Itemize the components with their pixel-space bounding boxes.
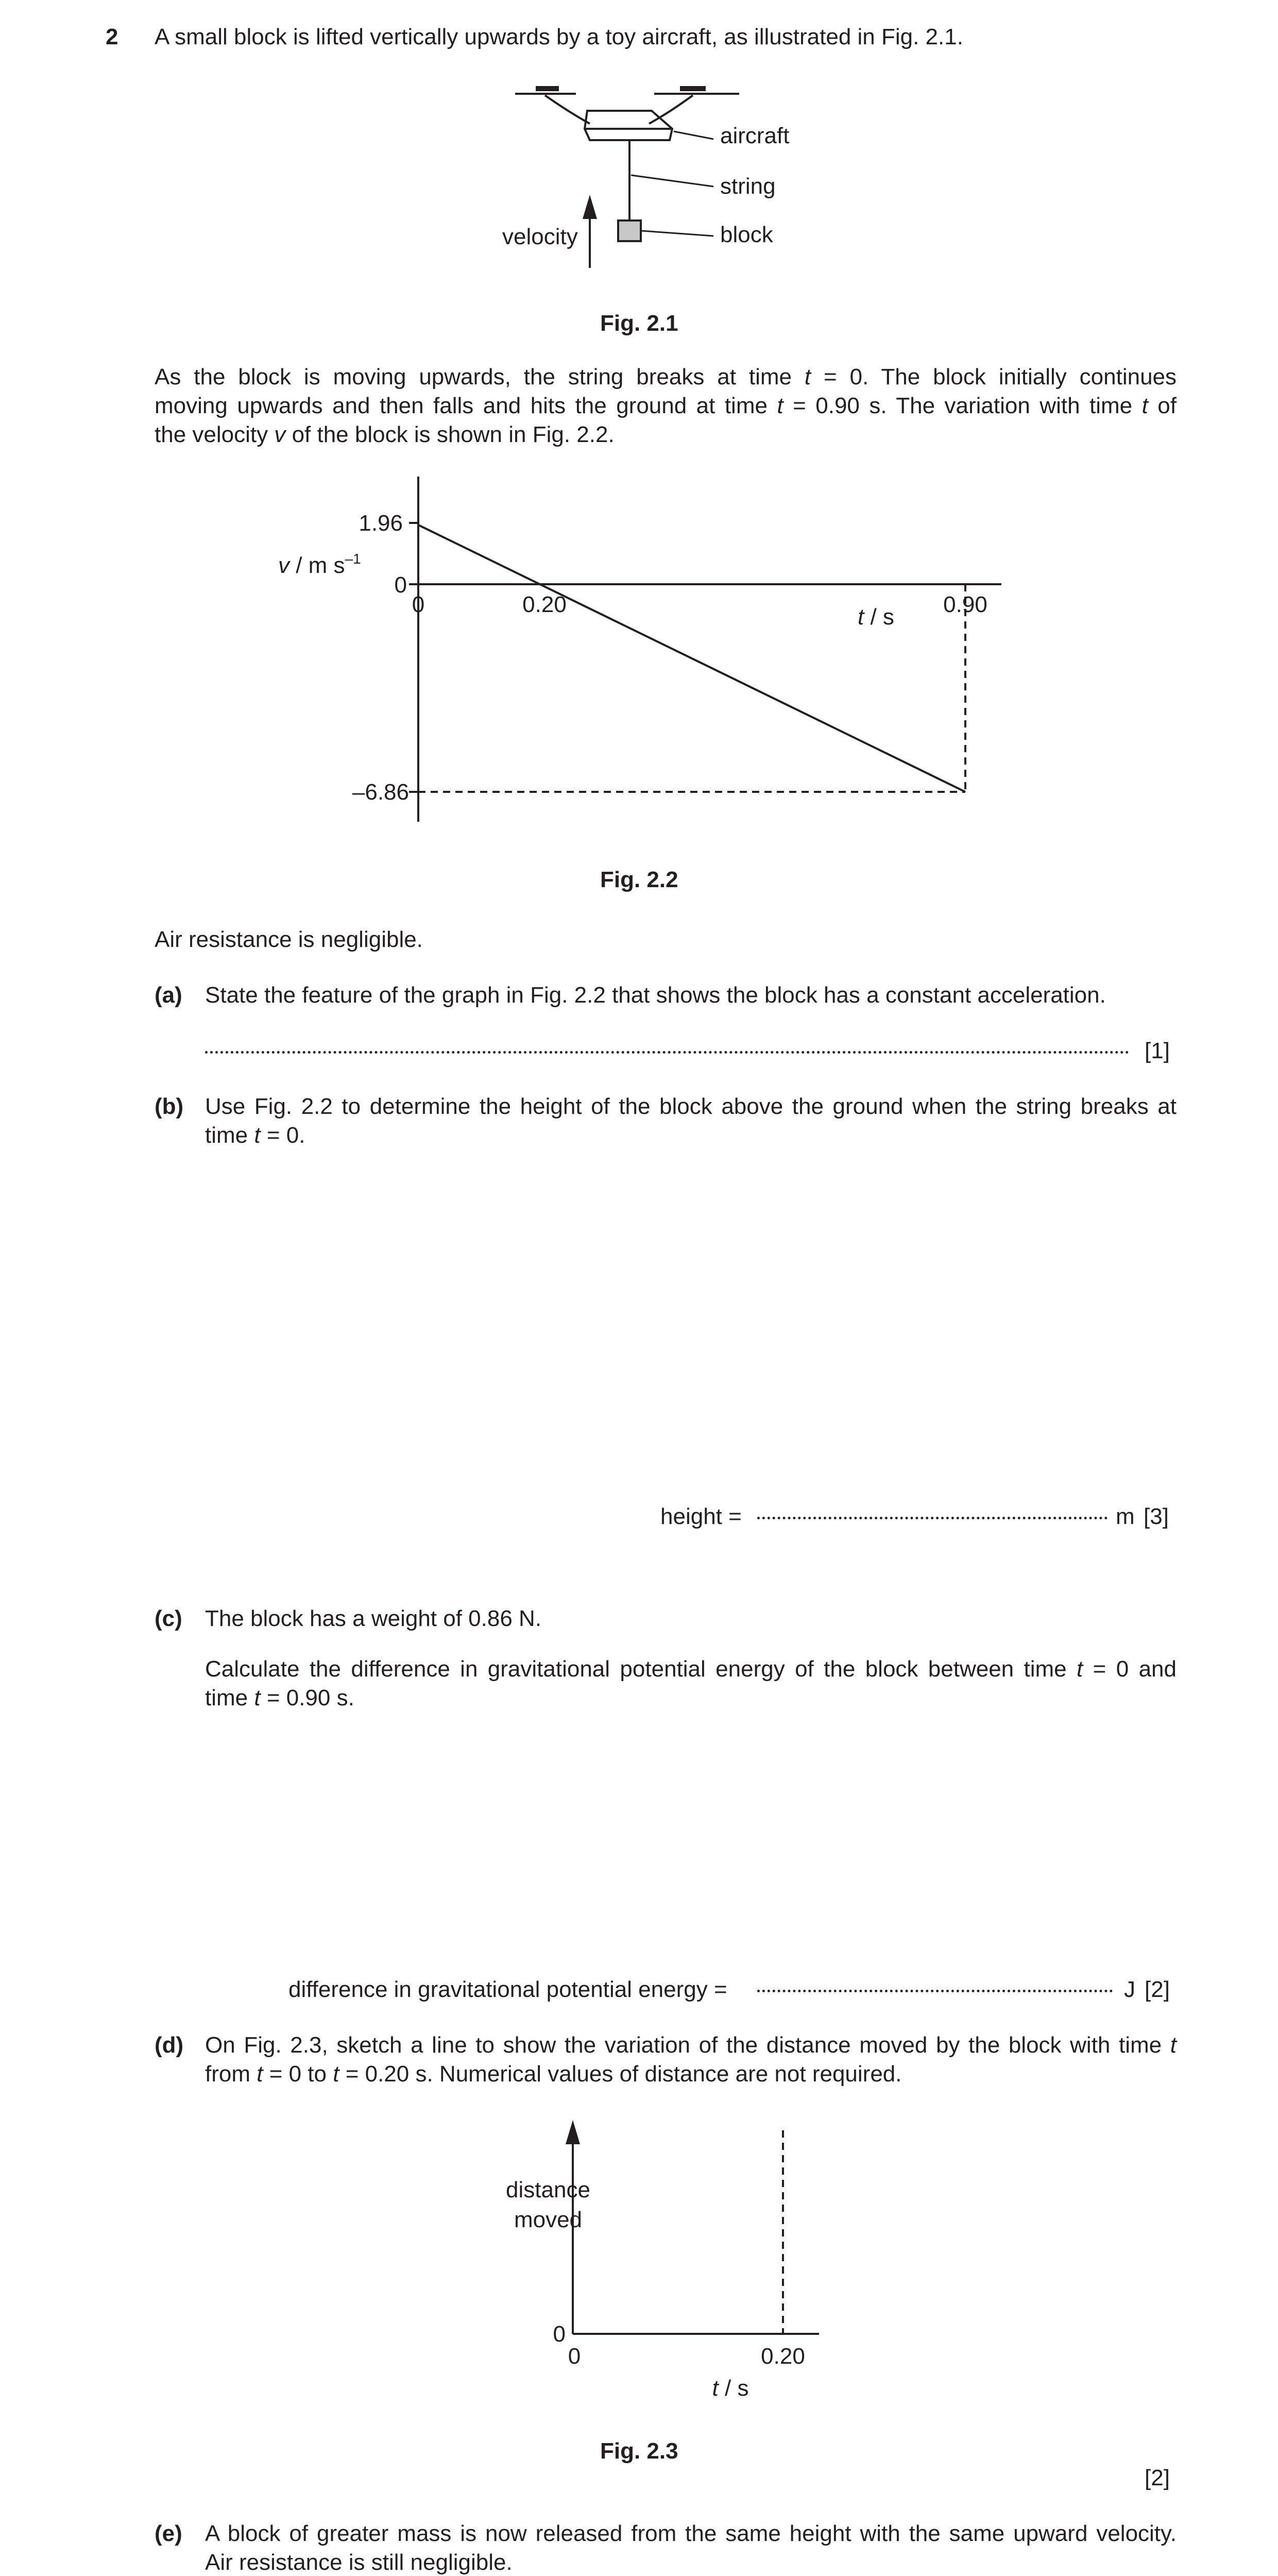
part-b-unit: m <box>1116 1504 1135 1529</box>
part-d-line-2: from t = 0 to t = 0.20 s. Numerical values of distance are not required. <box>205 2061 902 2087</box>
para-line-1: As the block is moving upwards, the string breaks at time t = 0. The block initially continues <box>155 364 1177 389</box>
part-b-line-1: Use Fig. 2.2 to determine the height of the block above the ground when the string breaks at <box>205 1094 1177 1119</box>
part-a-text: State the feature of the graph in Fig. 2.2 that shows the block has a constant acceleration. <box>205 982 1106 1008</box>
part-b-marks: [3] <box>1144 1504 1169 1529</box>
part-c-answer-label: difference in gravitational potential energy = <box>288 1977 727 2002</box>
part-c-text-1: The block has a weight of 0.86 N. <box>205 1606 542 1631</box>
fig21-caption: Fig. 2.1 <box>600 311 678 336</box>
question-intro: A small block is lifted vertically upwards by a toy aircraft, as illustrated in Fig. 2.1. <box>155 24 963 49</box>
part-b-line-2: time t = 0. <box>205 1123 305 1148</box>
part-b-answer-label: height = <box>660 1504 742 1529</box>
part-c-line-1: Calculate the difference in gravitational potential energy of the block between time t = 0 and <box>205 1656 1177 1682</box>
fig23-ylabel-1: distance <box>506 2177 590 2202</box>
tick-label-0-90: 0.90 <box>943 592 987 617</box>
tick-label-1-96: 1.96 <box>359 511 403 536</box>
part-b-label: (b) <box>155 1094 184 1119</box>
question-number: 2 <box>106 24 118 49</box>
tick-label-y0: 0 <box>394 572 407 598</box>
fig23-tick-y0: 0 <box>553 2321 566 2347</box>
part-d-marks: [2] <box>1145 2465 1170 2490</box>
fig23-caption: Fig. 2.3 <box>600 2438 678 2464</box>
part-e-line-2: Air resistance is still negligible. <box>205 2550 513 2575</box>
part-e-label: (e) <box>155 2521 182 2546</box>
part-e-line-1: A block of greater mass is now released from the same height with the same upward velocity. <box>205 2521 1177 2546</box>
fig22-caption: Fig. 2.2 <box>600 867 678 892</box>
fig23-ylabel-2: moved <box>514 2207 583 2232</box>
tick-label-x0: 0 <box>412 592 425 617</box>
tick-label-neg: –6.86 <box>352 779 409 805</box>
part-c-line-2: time t = 0.90 s. <box>205 1685 354 1710</box>
label-block: block <box>720 222 773 247</box>
para-line-2: moving upwards and then falls and hits the ground at time t = 0.90 s. The variation with time t of <box>155 393 1177 418</box>
x-axis-label: t / s <box>858 604 894 630</box>
tick-label-0-20: 0.20 <box>522 592 567 617</box>
fig23-y-arrowhead <box>566 2120 580 2144</box>
part-c-label: (c) <box>155 1606 182 1631</box>
fig23-xlabel: t / s <box>712 2376 749 2401</box>
part-d-label: (d) <box>155 2032 184 2058</box>
part-d-line-1: On Fig. 2.3, sketch a line to show the variation of the distance moved by the block with time t <box>205 2032 1177 2058</box>
para-line-3: the velocity v of the block is shown in Fig. 2.2. <box>155 422 615 447</box>
y-axis-label: v / m $s^{-1}$ <box>278 551 361 578</box>
label-velocity: velocity <box>502 224 578 249</box>
label-string: string <box>720 174 776 199</box>
label-aircraft: aircraft <box>720 123 790 148</box>
air-resistance-text: Air resistance is negligible. <box>155 927 423 952</box>
fig23-tick-0-20: 0.20 <box>761 2344 805 2369</box>
fig23-tick-x0: 0 <box>568 2344 581 2369</box>
part-c-marks: [2] <box>1145 1977 1170 2002</box>
part-a-marks: [1] <box>1145 1038 1170 1063</box>
part-a-label: (a) <box>155 982 182 1008</box>
part-c-unit: J <box>1124 1977 1135 2002</box>
